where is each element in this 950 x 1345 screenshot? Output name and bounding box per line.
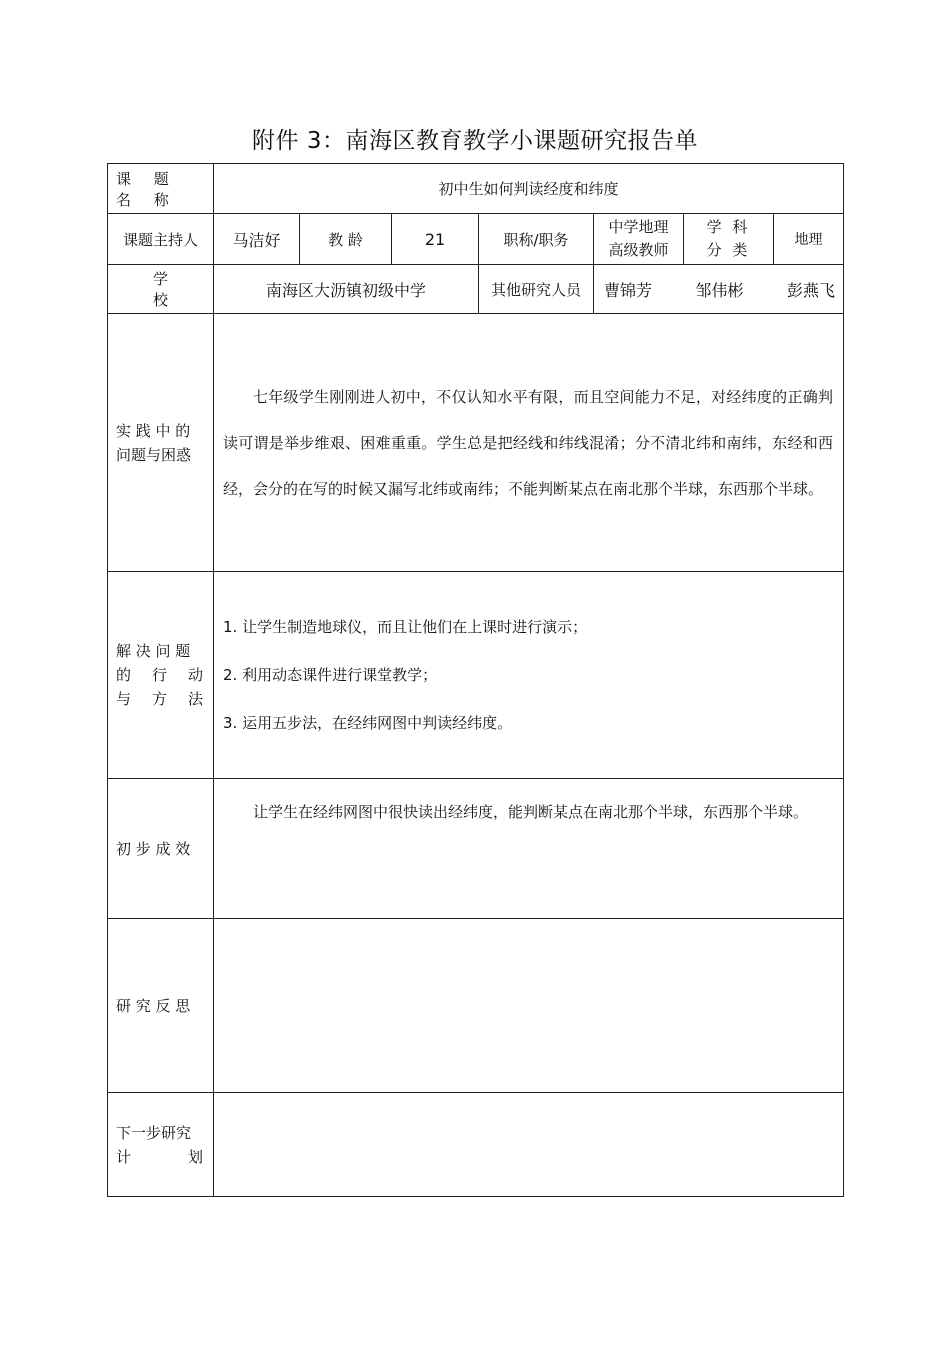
researcher-name: 曹锦芳 xyxy=(604,280,653,300)
report-table xyxy=(107,163,844,1197)
label-other-researchers: 其他研究人员 xyxy=(479,265,594,314)
row-next-plan xyxy=(108,1093,844,1197)
row-school xyxy=(108,265,844,314)
label-actions-char: 方 xyxy=(151,690,167,708)
label-topic-name: 课 题 名 称 xyxy=(108,164,214,214)
label-actions-char: 行 xyxy=(151,666,167,684)
value-researchers xyxy=(594,265,844,314)
row-problems xyxy=(108,314,844,572)
row-topic xyxy=(108,164,844,214)
label-actions-text1: 解 决 问 题 xyxy=(116,642,191,660)
reflection-text xyxy=(214,919,844,1093)
label-subject-category-line2: 分 类 xyxy=(706,241,751,259)
value-teaching-years: 21 xyxy=(392,214,479,265)
effect-text-cell xyxy=(214,779,844,919)
label-next-plan-char: 计 xyxy=(116,1147,132,1166)
label-actions-line2 xyxy=(116,663,213,687)
value-topic-name: 初中生如何判读经度和纬度 xyxy=(214,164,844,214)
label-actions-line3 xyxy=(116,687,213,711)
label-problems xyxy=(108,314,214,572)
label-next-plan-line2 xyxy=(116,1145,213,1169)
next-plan-text xyxy=(214,1093,844,1197)
list-item: 3. 运用五步法，在经纬网图中判读经纬度。 xyxy=(223,714,513,732)
label-problems-line2: 问题与困惑 xyxy=(116,445,192,464)
label-subject-category-line1: 学 科 xyxy=(706,218,751,236)
page-title: 附件 3：南海区教育教学小课题研究报告单 xyxy=(252,128,698,154)
label-actions-char: 法 xyxy=(187,690,203,708)
value-title-position-line2: 高级教师 xyxy=(608,241,669,259)
label-actions-char: 动 xyxy=(187,666,203,684)
row-reflection xyxy=(108,919,844,1093)
label-next-plan-line1: 下一步研究 xyxy=(116,1123,192,1142)
label-actions-char: 的 xyxy=(116,666,132,684)
value-title-position-line1: 中学地理 xyxy=(608,218,669,236)
actions-list xyxy=(214,572,844,779)
label-effect: 初 步 成 效 xyxy=(108,779,214,919)
problems-text-cell xyxy=(214,314,844,572)
effect-text: 让学生在经纬网图中很快读出经纬度，能判断某点在南北那个半球，东西那个半球。 xyxy=(253,803,809,821)
researcher-name: 彭燕飞 xyxy=(786,280,835,300)
label-reflection: 研 究 反 思 xyxy=(108,919,214,1093)
label-actions xyxy=(108,572,214,779)
row-actions xyxy=(108,572,844,779)
label-actions-char: 与 xyxy=(116,690,132,708)
label-subject-category xyxy=(684,214,774,265)
label-next-plan-char: 划 xyxy=(187,1147,203,1166)
value-host: 马洁好 xyxy=(214,214,300,265)
row-host xyxy=(108,214,844,265)
label-actions-line1 xyxy=(116,639,213,663)
label-title-position: 职称/职务 xyxy=(479,214,594,265)
problems-text: 七年级学生刚刚进人初中，不仅认知水平有限，而且空间能力不足，对经纬度的正确判读可谓是举步维艰、困难重重。学生总是把经线和纬线混淆；分不清北纬和南纬，东经和西经，会分的在写的时候又漏写北纬或南纬；不能判断某点在南北那个半球，东西那个半球。 xyxy=(223,387,833,498)
label-teaching-years: 教 龄 xyxy=(300,214,392,265)
value-title-position xyxy=(594,214,684,265)
list-item: 1. 让学生制造地球仪，而且让他们在上课时进行演示； xyxy=(223,618,588,636)
list-item: 2. 利用动态课件进行课堂教学； xyxy=(223,666,438,684)
label-host: 课题主持人 xyxy=(108,214,214,265)
label-school: 学 校 xyxy=(108,265,214,314)
label-next-plan xyxy=(108,1093,214,1197)
value-subject: 地理 xyxy=(774,214,844,265)
researcher-name: 邹伟彬 xyxy=(695,280,744,300)
row-effect xyxy=(108,779,844,919)
value-school: 南海区大沥镇初级中学 xyxy=(214,265,479,314)
label-problems-line1: 实 践 中 的 xyxy=(116,421,191,440)
